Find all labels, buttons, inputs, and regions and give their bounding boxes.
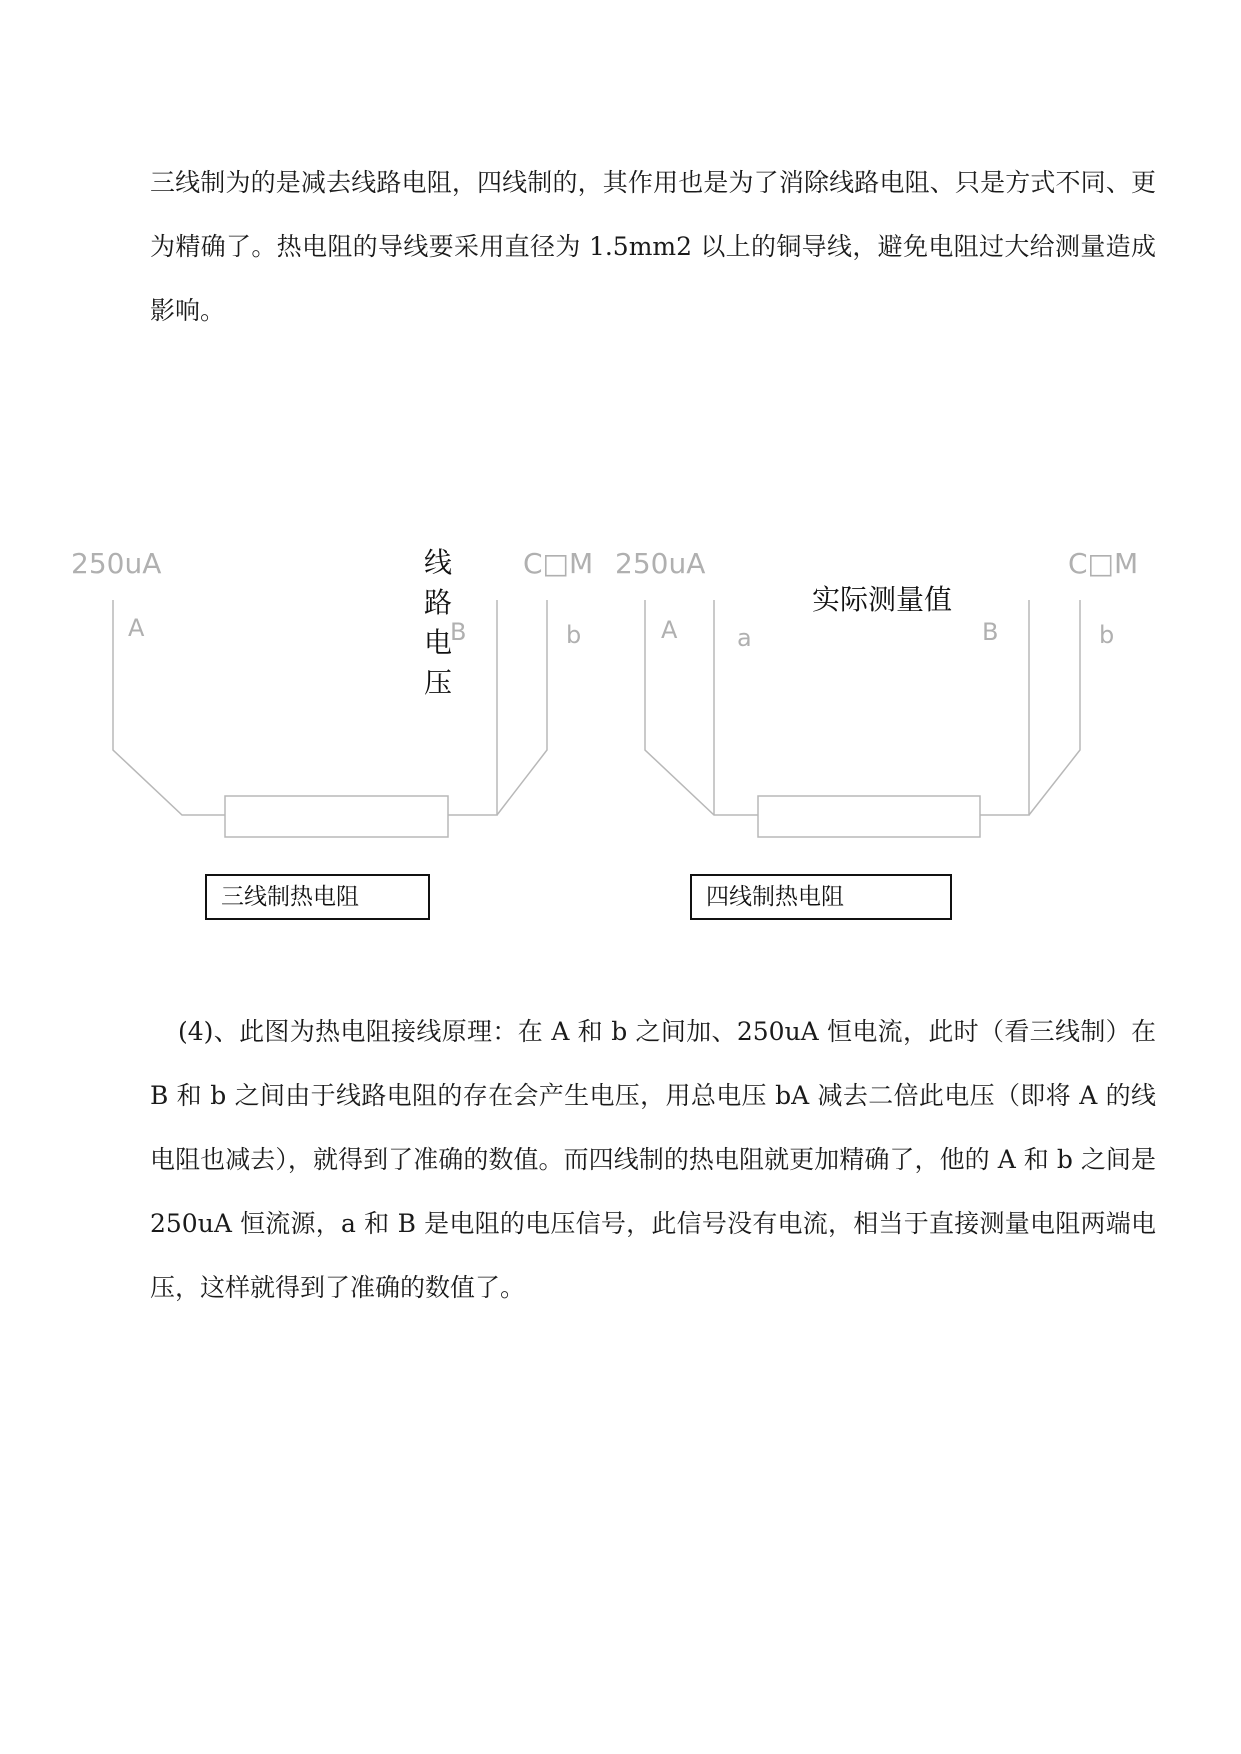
terminal-A-left: A — [128, 614, 145, 642]
wire-b-left — [497, 600, 547, 815]
caption-three-wire: 三线制热电阻 — [205, 874, 430, 920]
terminal-b-left: b — [566, 621, 582, 649]
paragraph-principle: (4)、此图为热电阻接线原理：在 A 和 b 之间加、250uA 恒电流，此时（看三线制）在 B 和 b 之间由于线路电阻的存在会产生电压，用总电压 bA 减去二倍此电压（即将 A 的线电阻也减去），就得到了准确的数值。而四线制的热电阻就更加精确了，他的 A 和 b 之间是 250uA 恒流源，a 和 B 是电阻的电压信号，此信号没有电流，相当于直接测量电阻两端电压，这样就得到了准确的数值了。 — [150, 1017, 1156, 1302]
terminal-a-right: a — [737, 624, 752, 652]
line-voltage-char-3: 电 — [424, 626, 453, 659]
terminal-B-left: B — [450, 618, 467, 646]
resistor-left — [225, 796, 448, 837]
com-label-left: C□M — [523, 547, 594, 580]
wire-b-right — [1029, 600, 1080, 815]
terminal-b-right: b — [1099, 621, 1115, 649]
measured-value-label: 实际测量值 — [812, 583, 953, 616]
current-label-left: 250uA — [71, 547, 162, 580]
terminal-B-right: B — [982, 618, 999, 646]
current-label-right: 250uA — [615, 547, 706, 580]
caption-four-wire: 四线制热电阻 — [690, 874, 952, 920]
line-voltage-char-2: 路 — [424, 586, 453, 619]
three-wire-labels — [71, 547, 593, 649]
line-voltage-label — [424, 546, 452, 699]
line-voltage-char-1: 线 — [424, 546, 453, 579]
terminal-A-right: A — [661, 616, 678, 644]
line-voltage-char-4: 压 — [424, 666, 453, 699]
resistor-right — [758, 796, 980, 837]
paragraph-intro: 三线制为的是减去线路电阻，四线制的，其作用也是为了消除线路电阻、只是方式不同、更为精确了。热电阻的导线要采用直径为 1.5mm2 以上的铜导线，避免电阻过大给测量造成影响。 — [150, 168, 1156, 325]
four-wire-diagram — [645, 600, 1080, 837]
three-wire-diagram — [113, 600, 547, 837]
com-label-right: C□M — [1068, 547, 1139, 580]
